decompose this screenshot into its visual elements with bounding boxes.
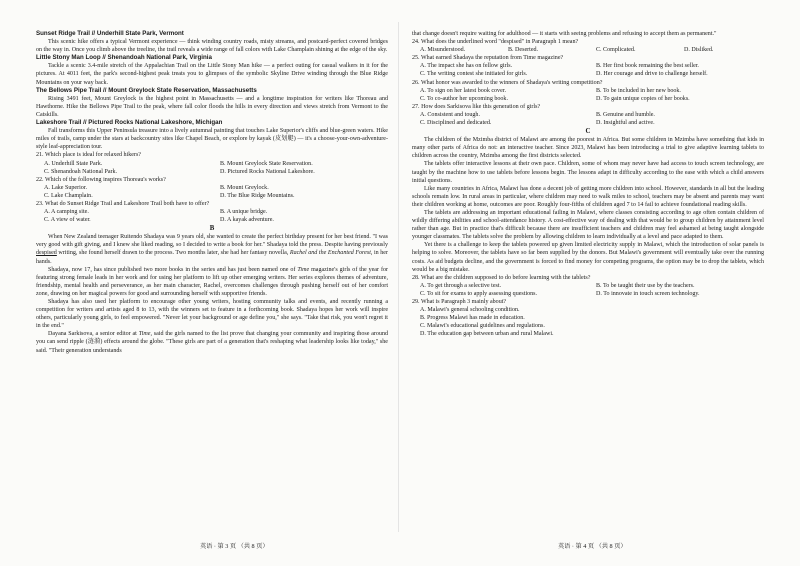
text-run: , in her hands. xyxy=(36,250,388,265)
text-run: writing, she found herself drawn to the process. Two months later, she had her fantasy novella, xyxy=(56,250,290,257)
option: C. The writing contest she initiated for girls. xyxy=(420,71,528,78)
question-options xyxy=(36,160,388,176)
option: A. Lake Superior. xyxy=(44,184,87,191)
passage-paragraph xyxy=(36,330,388,354)
question-options xyxy=(412,46,764,54)
question-options xyxy=(412,282,764,298)
section-heading: B xyxy=(209,225,215,233)
right-column xyxy=(412,30,764,338)
option: B. Genuine and humble. xyxy=(596,111,655,118)
question-stem: 29. What is Paragraph 3 mainly about? xyxy=(412,299,507,305)
option: A. Malawi's general schooling condition. xyxy=(420,307,520,314)
option: C. Lake Champlain. xyxy=(44,192,93,199)
option: D. The Blue Ridge Mountains. xyxy=(220,192,295,199)
option: C. Disciplined and dedicated. xyxy=(420,120,492,127)
question-options xyxy=(412,87,764,103)
option: B. Progress Malawi has made in education. xyxy=(420,315,525,322)
question-stem: 22. Which of the following inspires Thoreau's works? xyxy=(36,176,166,183)
question-stem: 26. What honor was awarded to the winners of Shadaya's writing competition? xyxy=(412,79,603,86)
question-stem: 27. How does Sarkisova like this generation of girls? xyxy=(412,103,541,110)
option: A. To sign on her latest book cover. xyxy=(420,87,506,94)
trail-title: The Bellows Pipe Trail // Mount Greylock State Reservation, Massachusetts xyxy=(36,86,257,94)
option: D. Pictured Rocks National Lakeshore. xyxy=(220,168,315,175)
option: A. To get through a selective test. xyxy=(420,282,502,289)
option: C. A view of water. xyxy=(44,217,91,224)
option: B. To be taught their use by the teachers. xyxy=(596,282,695,289)
option: A. Misunderstood. xyxy=(420,47,466,54)
trail-body: Fall transforms this Upper Peninsula treasure into a lively autumnal painting that touches Lake Superior's cliffs and blue-green waters. Hike miles of trails, camp under the stars at backcountry sites like Chapel Beach, or explore by kayak (皮划艇) — it's a choose-your-own-adventure-style leaf-appreciation tour. xyxy=(36,128,388,151)
passage-paragraph: Shadaya has also used her platform to encourage other young writers, hosting community talks and events, and recently running a competition for writers and artists aged 8 to 13, with the winners set to feature in a forthcoming book. Shadaya hopes her work will inspire others, particularly young girls, to feel empowered. "Never let your background or age define you," she says. "Take that risk, you won't regret it in the end." xyxy=(36,299,388,330)
question-options xyxy=(412,62,764,78)
trail-title: Sunset Ridge Trail // Underhill State Park, Vermont xyxy=(36,30,184,37)
option: B. A unique bridge. xyxy=(220,209,268,216)
passage-paragraph: The tablets are addressing an important educational failing in Malawi, where classes consisting according to age often contain children of wildly differing abilities and school-attendance history. A cost-effective way of dealing with that would be to group children by attainment level rather than age. But in practice that's difficult because there are insufficient teachers and children may feel ashamed at being taught alongside younger classmates. The tablets solve the problem by allowing children to learn individually at a level and pace adapted to them. xyxy=(412,209,764,241)
trail-body: Tackle a scenic 3.4-mile stretch of the Appalachian Trail on the Little Stony Man hike — a perfect outing for casual walkers in it for the pictures. At 4011 feet, the park's second-highest peak treats you to glimpses of the symbolic Skyline Drive winding through the Blue Ridge Mountains on your way back. xyxy=(36,63,388,86)
option: B. Her first book remaining the best seller. xyxy=(596,63,699,70)
book-title: Rachel and the Enchanted Forest xyxy=(289,250,371,257)
option: B. Deserted. xyxy=(508,47,539,54)
page-footer: 英语 · 第 4 页 （共 8 页） xyxy=(558,543,627,550)
text-run: Shadaya, now 17, has since published two more books in the series and has just been named one of xyxy=(48,266,298,273)
passage-paragraph: The children of the Mzimba district of Malawi are among the poorest in Africa. But some children in Mzimba have something that kids in many other parts of Africa do not: an interactive teacher. Since 2023, Malawi has been introducing a trial to give adaptive learning tablets to children across the country, Mzimba among the first districts selected. xyxy=(412,137,764,160)
text-run: When New Zealand teenager Ruitendo Shadaya was 9 years old, she wanted to create the perfect birthday present for her best friend. "I was very good with gift giving, and I knew she liked reading, so I decided to write a book for her." Shadaya told the press. Despite having previously xyxy=(36,234,388,249)
option: B. To be included in her new book. xyxy=(596,87,681,94)
option: C. Malawi's educational guidelines and regulations. xyxy=(420,323,545,330)
option: D. To gain unique copies of her books. xyxy=(596,95,690,102)
option: B. Mount Greylock State Reservation. xyxy=(220,160,313,167)
option: D. A kayak adventure. xyxy=(220,217,274,224)
passage-paragraph xyxy=(36,266,388,298)
text-run: , said the girls named to the list prove that changing your community and inspiring those around you can send ripple (涟漪) effects around the globe. "These girls are part of a generation that's reshaping what leadership looks like today," she said. "Their generation understands xyxy=(36,331,388,354)
option: D. Disliked. xyxy=(684,47,714,54)
option: D. Her courage and drive to challenge herself. xyxy=(596,71,708,78)
passage-paragraph: Like many countries in Africa, Malawi has done a decent job of getting more children into school. However, standards in all but the leading schools remain low. In rural areas in particular, where children may need to walk miles to school, teachers may be absent and parents may want their children working at home, outcomes are poor. Roughly four-fifths of children aged 7 to 14 fail to achieve foundational reading skills. xyxy=(412,185,764,208)
trail-body: This scenic hike offers a typical Vermont experience — think winding country roads, misty streams, and postcard-perfect covered bridges on the way in. Once you climb above the treeline, the trail reveals a wide range of fall colors with Lake Champlain shining at the edge of the sky. xyxy=(36,39,388,54)
question-stem: 28. What are the children supposed to do before learning with the tablets? xyxy=(412,274,591,281)
passage-paragraph xyxy=(36,233,388,265)
option: C. To co-author her upcoming book. xyxy=(420,95,508,102)
left-column xyxy=(36,30,388,355)
passage-paragraph: that change doesn't require waiting for adulthood — it starts with seeing problems and refusing to accept them as permanent." xyxy=(412,31,717,37)
option: C. To sit for exams to apply assessing questions. xyxy=(420,290,538,297)
option: C. Complicated. xyxy=(596,47,636,54)
passage-paragraph: The tablets offer interactive lessons at their own pace. Children, some of whom may never have had access to touch screen technology, are taught by the machine how to use tablets before lessons begin. The lessons adapt in difficulty according to the ease with which a child answers initial questions. xyxy=(412,161,764,184)
trail-body: Rising 3491 feet, Mount Greylock is the highest point in Massachusetts — and a longtime inspiration for writers like Thoreau and Hawthorne. Hike the Bellows Pipe Trail to the peak, where fall color floods the hills in every direction and views stretch from Vermont to the Catskills. xyxy=(36,95,388,118)
question-stem: 23. What do Sunset Ridge Trail and Lakeshore Trail both have to offer? xyxy=(36,200,210,207)
text-run: Dayana Sarkisova, a senior editor at xyxy=(48,331,139,338)
column-divider xyxy=(398,22,399,532)
text-run: magazine's girls of the year for featuring strong female leads in her work and for using her platform to lift up other emerging writers. Her series explores themes of adventure, friendship, mental health and perseverance, as her main character, Rachel, overcomes challenges through pushing herself out of her comfort zone, drawing on her magical powers for good and surrounding herself with supportive friends. xyxy=(36,266,388,297)
trail-title: Lakeshore Trail // Pictured Rocks National Lakeshore, Michigan xyxy=(36,119,223,127)
option: A. Consistent and tough. xyxy=(420,111,480,118)
option: B. Mount Greylock. xyxy=(220,184,269,191)
magazine-name: Time xyxy=(297,266,310,273)
option: A. Underhill State Park. xyxy=(44,160,103,167)
question-stem: 25. What earned Shadaya the reputation from Time magazine? xyxy=(412,55,564,62)
magazine-name: Time xyxy=(138,331,151,338)
page-footer: 英语 · 第 3 页 （共 8 页） xyxy=(200,543,269,550)
option: A. A camping site. xyxy=(44,209,89,216)
question-stem: 24. What does the underlined word "despised" in Paragraph 1 mean? xyxy=(412,39,579,46)
question-options xyxy=(36,208,388,224)
option: A. The impact she has on fellow girls. xyxy=(420,63,513,70)
underlined-word: despised xyxy=(36,250,57,257)
question-stem: 21. Which place is ideal for relaxed hikers? xyxy=(36,152,141,159)
option: C. Shenandoah National Park. xyxy=(44,168,118,175)
option: D. To innovate in touch screen technology. xyxy=(596,290,700,297)
passage-paragraph: Yet there is a challenge to keep the tablets powered up given limited electricity supply in Malawi, which the introduction of solar panels is helping to solve. Moreover, the tablets have so far been supplied by the donors. But Malawi's government will eventually take over the running costs. As aid budgets decline, and the government is forced to find money for competing programs, the option may be to drop the tablets, which would be a big mistake. xyxy=(412,242,764,273)
question-options xyxy=(412,111,764,127)
trail-title: Little Stony Man Loop // Shenandoah National Park, Virginia xyxy=(36,54,212,62)
question-options xyxy=(412,306,764,338)
option: D. Insightful and active. xyxy=(596,120,655,127)
question-options xyxy=(36,184,388,200)
section-heading: C xyxy=(585,128,591,136)
option: D. The education gap between urban and rural Malawi. xyxy=(420,331,554,338)
